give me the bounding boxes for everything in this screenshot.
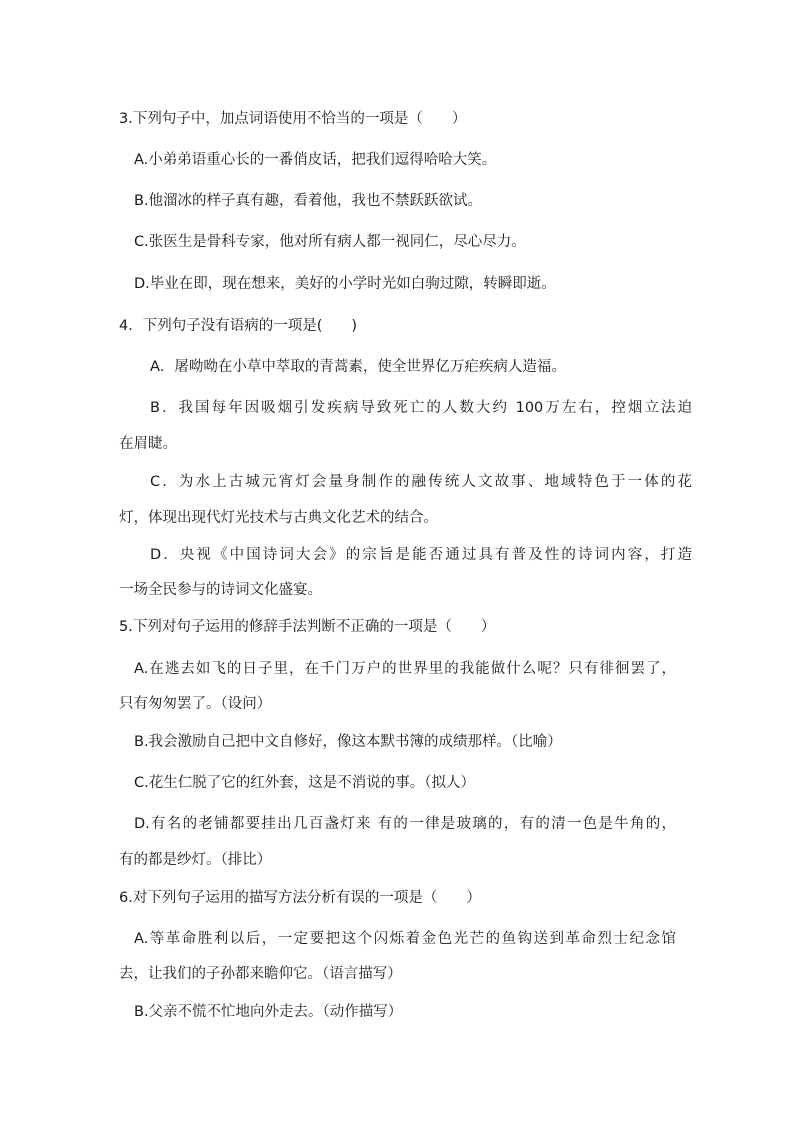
question-5-option-d-line-1: D.有名的老铺都要挂出几百盏灯来 有的一律是玻璃的，有的清一色是牛角的， bbox=[134, 816, 676, 832]
question-3-option-c: C.张医生是骨科专家，他对所有病人都一视同仁，尽心尽力。 bbox=[134, 234, 526, 250]
question-5-option-a-line-2: 只有匆匆罢了。（设问） bbox=[119, 696, 272, 712]
question-4-option-d-line-1: D．央视《中国诗词大会》的宗旨是能否通过具有普及性的诗词内容，打造 bbox=[150, 547, 692, 563]
question-4-option-b-line-2: 在眉睫。 bbox=[119, 436, 177, 452]
question-4-option-c-line-2: 灯，体现出现代灯光技术与古典文化艺术的结合。 bbox=[119, 510, 438, 526]
question-4-option-c-line-1: C．为水上古城元宵灯会量身制作的融传统人文故事、地域特色于一体的花 bbox=[150, 474, 692, 490]
question-5-option-c: C.花生仁脱了它的红外套，这是不消说的事。（拟人） bbox=[134, 775, 475, 791]
question-4-option-b-line-1: B．我国每年因吸烟引发疾病导致死亡的人数大约 100万左右，控烟立法迫 bbox=[150, 400, 692, 416]
question-3-stem: 3.下列句子中，加点词语使用不恰当的一项是（ ） bbox=[119, 111, 467, 127]
question-4-stem: 4．下列句子没有语病的一项是( ) bbox=[119, 318, 358, 334]
question-5-stem: 5.下列对句子运用的修辞手法判断不正确的一项是（ ） bbox=[119, 619, 496, 635]
question-4-option-a: A．屠呦呦在小草中萃取的青蒿素，使全世界亿万疟疾病人造福。 bbox=[150, 359, 566, 375]
question-4-option-d-line-2: 一场全民参与的诗词文化盛宴。 bbox=[119, 582, 322, 598]
question-6-option-b: B.父亲不慌不忙地向外走去。（动作描写） bbox=[134, 1004, 403, 1020]
question-3-option-b: B.他溜冰的样子真有趣，看着他，我也不禁跃跃欲试。 bbox=[134, 193, 483, 209]
question-5-option-b: B.我会激励自己把中文自修好，像这本默书簿的成绩那样。（比喻） bbox=[134, 734, 562, 750]
question-3-option-d: D.毕业在即，现在想来，美好的小学时光如白驹过隙，转瞬即逝。 bbox=[134, 276, 556, 292]
question-6-stem: 6.对下列句子运用的描写方法分析有误的一项是（ ） bbox=[119, 890, 481, 906]
question-5-option-d-line-2: 有的都是纱灯。（排比） bbox=[119, 852, 272, 868]
question-3-option-a: A.小弟弟语重心长的一番俏皮话，把我们逗得哈哈大笑。 bbox=[134, 152, 497, 168]
question-5-option-a-line-1: A.在逃去如飞的日子里，在千门万户的世界里的我能做什么呢？只有徘徊罢了， bbox=[134, 661, 676, 677]
question-6-option-a-line-2: 去，让我们的子孙都来瞻仰它。（语言描写） bbox=[119, 966, 402, 982]
question-6-option-a-line-1: A.等革命胜利以后，一定要把这个闪烁着金色光芒的鱼钩送到革命烈士纪念馆 bbox=[134, 931, 676, 947]
